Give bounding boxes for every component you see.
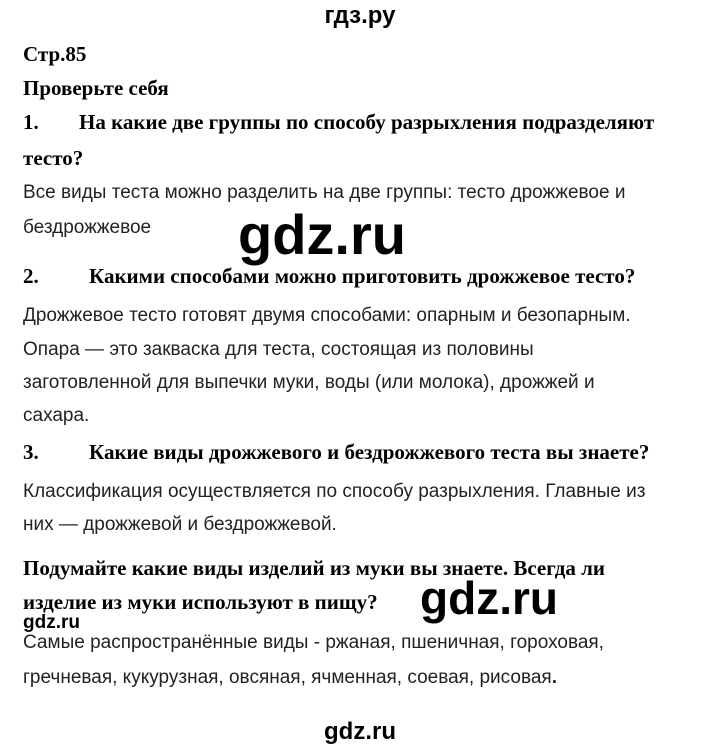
think-answer-line-2-end: . [551, 667, 557, 688]
watermark-gdz-large: gdz.ru [238, 203, 406, 266]
answer-2-line-2: Опара — это закваска для теста, состоящая из половины [23, 339, 534, 360]
question-3-number: 3. [23, 440, 39, 464]
site-footer-watermark: gdz.ru [324, 718, 396, 745]
think-answer-line-2 [23, 667, 557, 689]
think-answer-line-1: Самые распространённые виды - ржаная, пшеничная, гороховая, [23, 632, 604, 653]
site-header-watermark: гдз.ру [324, 2, 396, 29]
watermark-gdz-small: gdz.ru [23, 612, 80, 633]
answer-1-line-1: Все виды теста можно разделить на две группы: тесто дрожжевое и [23, 182, 626, 203]
answer-1-line-2: бездрожжевое [23, 217, 152, 238]
page-reference: Стр.85 [23, 42, 87, 66]
answer-2-line-4: сахара. [23, 405, 90, 426]
answer-2-line-3: заготовленной для выпечки муки, воды (или молока), дрожжей и [23, 372, 595, 393]
question-2-line-1: Какими способами можно приготовить дрожжевое тесто? [89, 264, 636, 288]
question-3-line-1: Какие виды дрожжевого и бездрожжевого теста вы знаете? [89, 440, 650, 464]
think-question-line-2: изделие из муки используют в пищу? [23, 590, 378, 614]
question-2 [23, 264, 635, 289]
question-1-number: 1. [23, 110, 39, 134]
question-3 [23, 440, 649, 465]
section-title: Проверьте себя [23, 76, 169, 100]
answer-3-line-2: них — дрожжевой и бездрожжевой. [23, 514, 337, 535]
watermark-gdz-medium: gdz.ru [420, 572, 558, 624]
question-1 [23, 110, 654, 135]
think-question-line-1: Подумайте какие виды изделий из муки вы знаете. Всегда ли [23, 556, 605, 580]
answer-3-line-1: Классификация осуществляется по способу разрыхления. Главные из [23, 481, 646, 502]
question-1-line-2: тесто? [23, 146, 84, 170]
answer-2-line-1: Дрожжевое тесто готовят двумя способами: опарным и безопарным. [23, 305, 631, 326]
think-answer-line-2-text: гречневая, кукурузная, овсяная, ячменная, соевая, рисовая [23, 667, 552, 688]
question-1-line-1: На какие две группы по способу разрыхления подразделяют [79, 110, 655, 134]
question-2-number: 2. [23, 264, 39, 288]
